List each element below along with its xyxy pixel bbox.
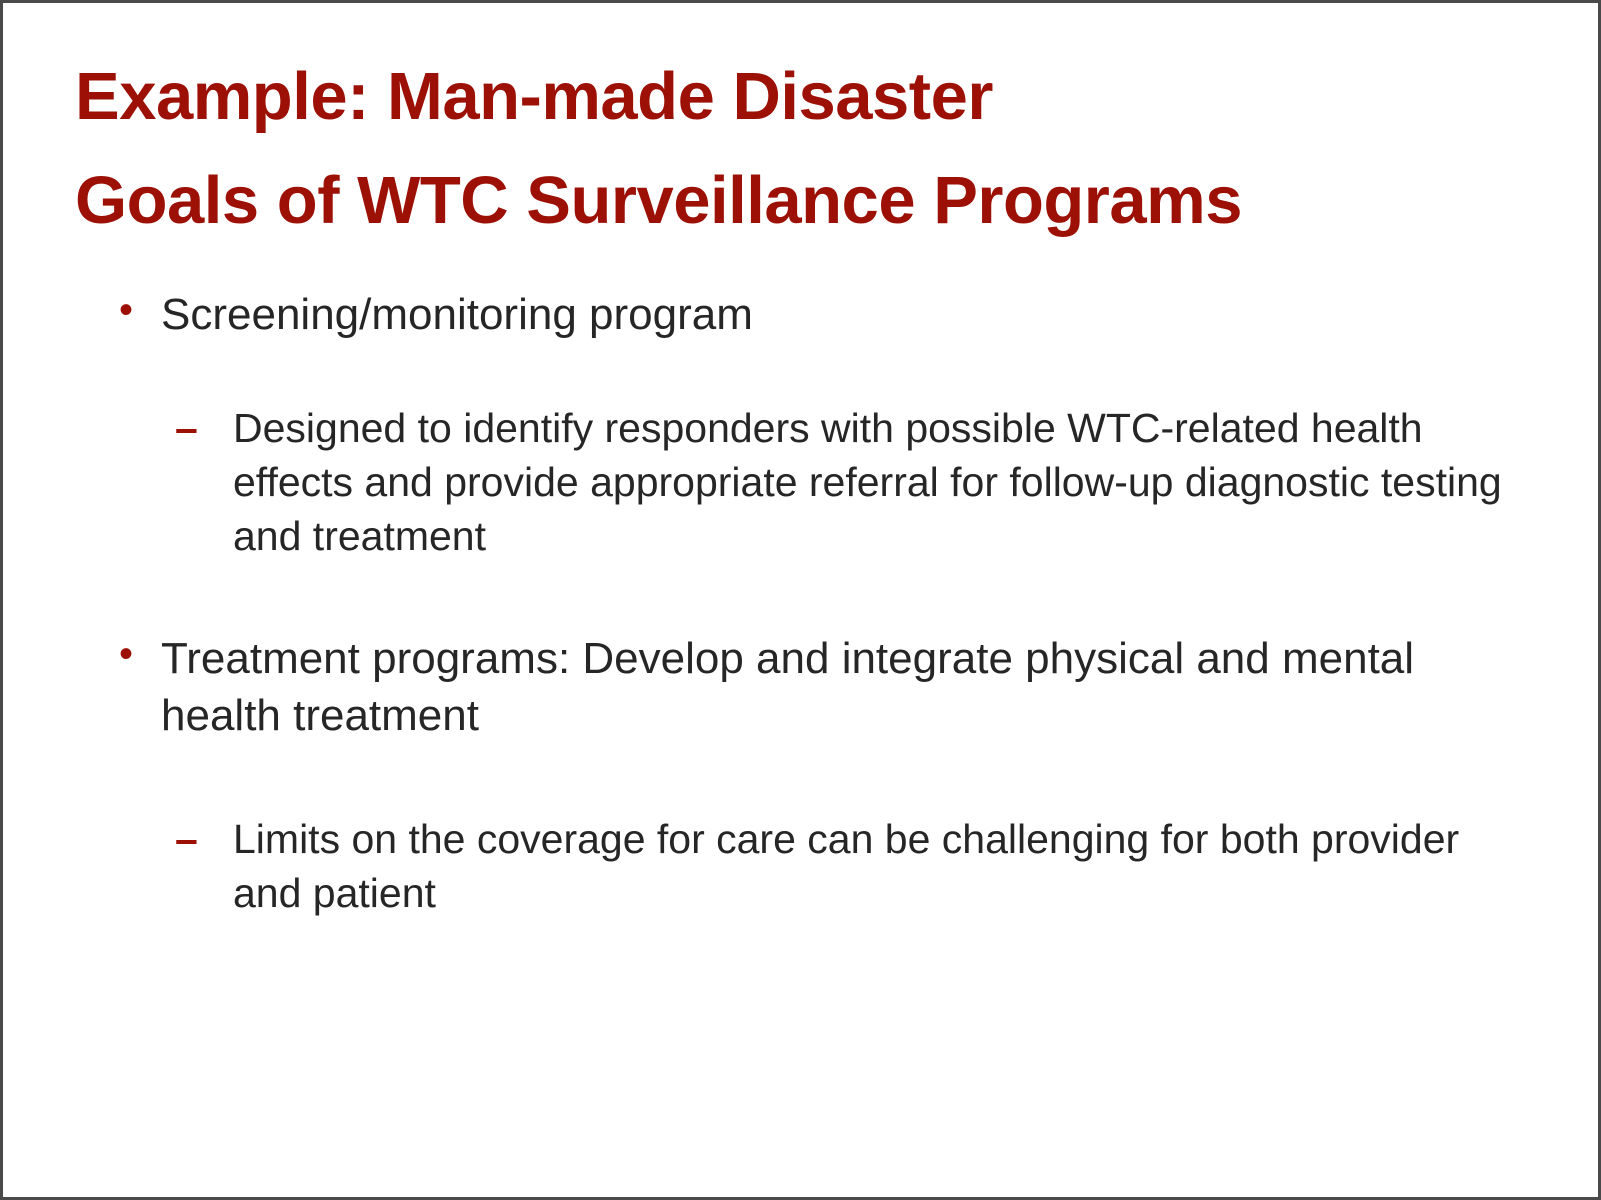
bullet-marker-icon: • — [119, 288, 134, 332]
bullet-level2-limits — [113, 812, 1513, 920]
bullet-level2-designed — [113, 401, 1513, 563]
slide-body — [113, 286, 1513, 920]
bullet-level1-treatment — [113, 630, 1513, 744]
bullet-text: Limits on the coverage for care can be challenging for both provider and patient — [233, 815, 1460, 916]
spacer — [113, 564, 1513, 630]
spacer — [113, 349, 1513, 401]
dash-marker-icon: – — [175, 815, 198, 862]
title-line-2: Goals of WTC Surveillance Programs — [75, 162, 1242, 238]
slide-title — [75, 45, 1515, 253]
spacer — [113, 750, 1513, 812]
bullet-marker-icon: • — [119, 631, 134, 676]
bullet-text: Designed to identify responders with possible WTC-related health effects and provide appropriate referral for follow-up diagnostic testing and treatment — [233, 405, 1502, 560]
bullet-text: Treatment programs: Develop and integrate physical and mental health treatment — [161, 633, 1415, 740]
bullet-text: Screening/monitoring program — [161, 290, 753, 339]
bullet-level1-screening — [113, 286, 1513, 343]
title-line-1: Example: Man-made Disaster — [75, 59, 993, 134]
dash-marker-icon: – — [175, 405, 198, 452]
